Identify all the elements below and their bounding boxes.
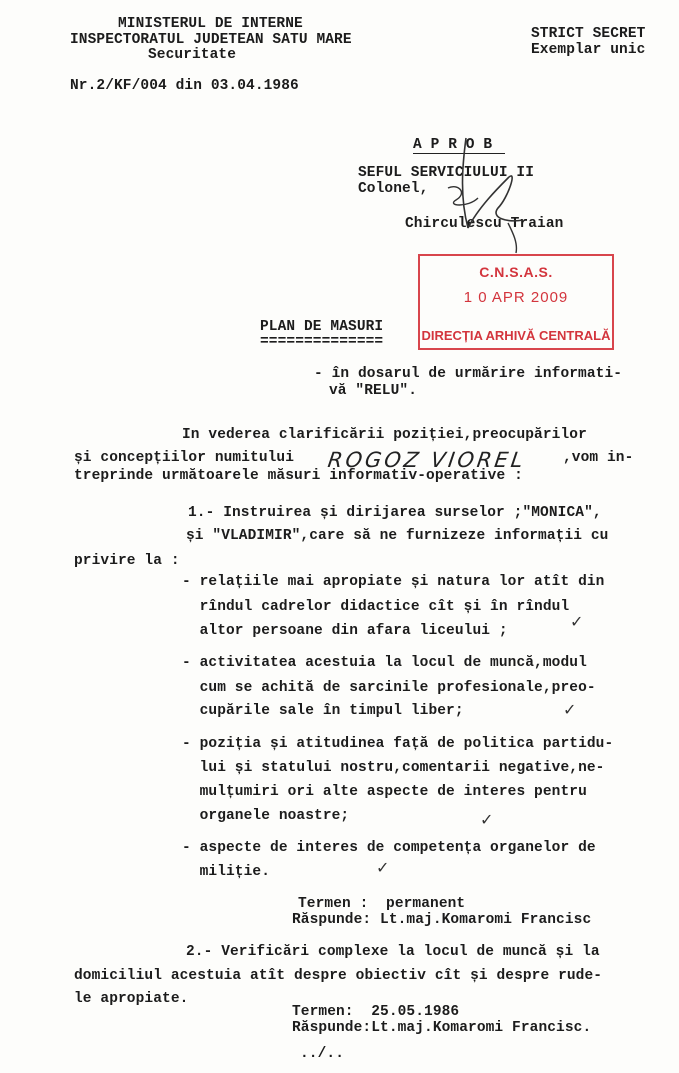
measure2-line3: le apropiate. <box>74 991 189 1007</box>
bullet2-line3: cupările sale în timpul liber; <box>182 703 464 719</box>
measure1-deadline: Termen : permanent <box>298 896 466 912</box>
plan-title: PLAN DE MASURI <box>260 319 384 335</box>
plan-title-underline: ============== <box>260 334 384 350</box>
measure2-deadline: Termen: 25.05.1986 <box>292 1004 460 1020</box>
measure2-responsible: Răspunde:Lt.maj.Komaromi Francisc. <box>292 1020 592 1036</box>
department-name: Securitate <box>148 47 237 63</box>
check-mark: ✓ <box>563 700 577 719</box>
approval-position: SEFUL SERVICIULUI II <box>358 165 535 181</box>
handwritten-name: ROGOZ VIOREL <box>326 448 528 472</box>
document-reference: Nr.2/KF/004 din 03.04.1986 <box>70 78 299 94</box>
ministry-name: MINISTERUL DE INTERNE <box>118 16 303 32</box>
bullet3-line2: lui și statului nostru,comentarii negative,ne- <box>182 760 605 776</box>
bullet3-line3: mulțumiri ori alte aspecte de interes pentru <box>182 784 587 800</box>
stamp-institution: C.N.S.A.S. <box>479 264 553 280</box>
bullet2-line1: - activitatea acestuia la locul de muncă,modul <box>182 655 587 671</box>
measure1-responsible: Răspunde: Lt.maj.Komaromi Francisc <box>292 912 592 928</box>
measure2-line1: 2.- Verificări complexe la locul de muncă și la <box>186 944 600 960</box>
bullet4-line2: miliție. <box>182 864 271 880</box>
bullet1-line2: rîndul cadrelor didactice cît și în rîndul <box>182 599 570 615</box>
measure1-line3: privire la : <box>74 553 180 569</box>
intro-line1: In vederea clarificării poziției,preocupărilor <box>182 427 587 443</box>
approval-rank: Colonel, <box>358 181 429 197</box>
handwritten-signature <box>438 128 548 258</box>
check-mark: ✓ <box>376 858 390 877</box>
intro-line2-end: ,vom in- <box>563 450 634 466</box>
bullet3-line1: - poziția și atitudinea față de politica partidu- <box>182 736 614 752</box>
copy-label: Exemplar unic <box>531 42 646 58</box>
approval-signatory: Chirculescu Traian <box>405 216 564 232</box>
plan-subtitle-line1: - în dosarul de urmărire informati- <box>314 366 623 382</box>
bullet2-line2: cum se achită de sarcinile profesionale,preo- <box>182 680 596 696</box>
intro-line3: treprinde următoarele măsuri informativ-operative : <box>74 468 523 484</box>
measure1-line1: 1.- Instruirea și dirijarea surselor ;"MONICA", <box>188 505 602 521</box>
bullet3-line4: organele noastre; <box>182 808 350 824</box>
measure1-line2: și "VLADIMIR",care să ne furnizeze informații cu <box>186 528 609 544</box>
check-mark: ✓ <box>480 810 494 829</box>
inspectorate-name: INSPECTORATUL JUDETEAN SATU MARE <box>70 32 352 48</box>
page-continuation: ../.. <box>300 1046 345 1062</box>
plan-subtitle-line2: vă "RELU". <box>329 383 418 399</box>
check-mark: ✓ <box>570 612 584 631</box>
archive-stamp <box>418 254 614 350</box>
intro-line2-start: și concepțiilor numitului <box>74 450 295 466</box>
approval-title: A P R O B <box>413 137 493 153</box>
measure2-line2: domiciliul acestuia atît despre obiectiv cît și despre rude- <box>74 968 603 984</box>
bullet1-line1: - relațiile mai apropiate și natura lor atît din <box>182 574 605 590</box>
stamp-date: 1 0 APR 2009 <box>463 289 569 306</box>
classification-label: STRICT SECRET <box>531 26 646 42</box>
stamp-department: DIRECȚIA ARHIVĂ CENTRALĂ <box>421 328 611 343</box>
bullet4-line1: - aspecte de interes de competența organelor de <box>182 840 596 856</box>
bullet1-line3: altor persoane din afara liceului ; <box>182 623 508 639</box>
